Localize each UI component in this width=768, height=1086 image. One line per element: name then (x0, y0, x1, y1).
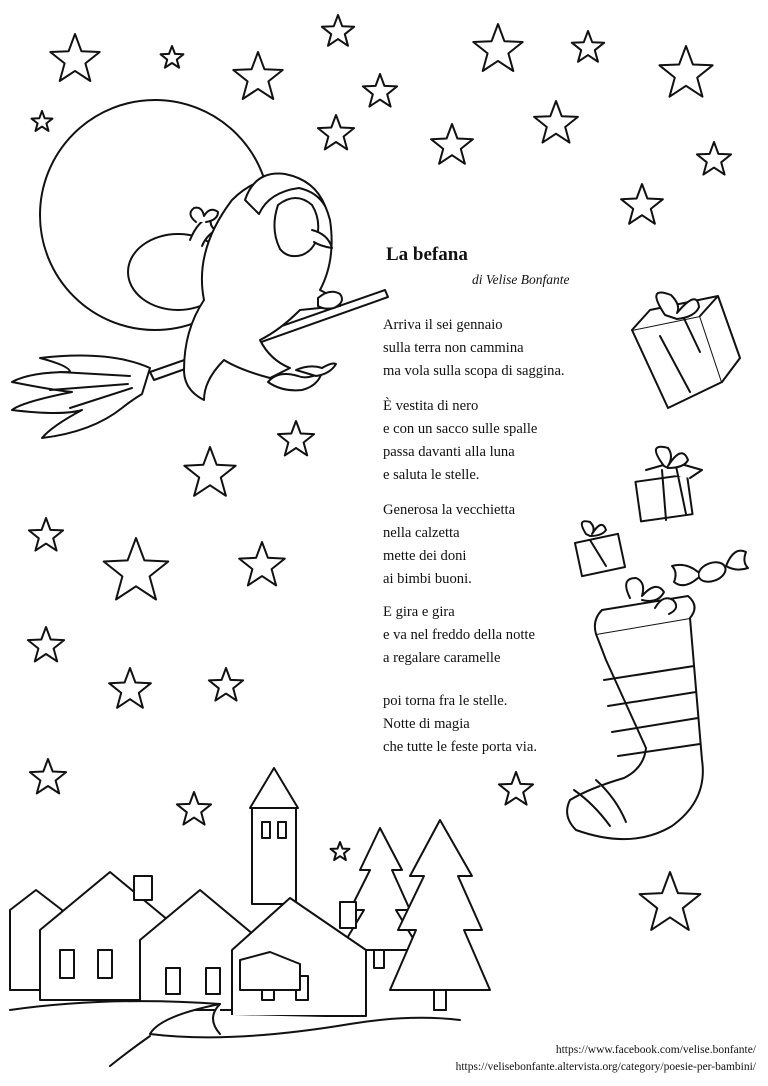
star-icon (184, 447, 235, 496)
star-icon (499, 772, 533, 805)
star-icon (30, 759, 66, 793)
star-icon (697, 142, 731, 175)
star-icon (29, 518, 63, 551)
star-icon (209, 668, 243, 701)
star-icon (621, 184, 663, 224)
bell-tower-icon (250, 768, 298, 904)
poem-author: di Velise Bonfante (472, 272, 570, 287)
poem-line: e va nel freddo della notte (383, 627, 535, 643)
poem-stanza (383, 395, 537, 487)
poem-line: Generosa la vecchietta (383, 502, 516, 518)
poem-line: È vestita di nero (383, 398, 479, 414)
star-icon (640, 872, 701, 930)
star-icon (177, 792, 211, 825)
christmas-stocking-icon (567, 578, 703, 839)
star-icon (233, 52, 282, 99)
gift-box-icon (635, 447, 702, 522)
poem-stanza (383, 499, 515, 591)
star-icon (109, 668, 151, 708)
poem-line: mette dei doni (383, 548, 467, 564)
star-icon (28, 627, 64, 661)
poem-line: poi torna fra le stelle. (383, 693, 508, 709)
poem-line: a regalare caramelle (383, 650, 501, 666)
facebook-link[interactable]: https://www.facebook.com/velise.bonfante/ (555, 1044, 756, 1056)
poem-line: passa davanti alla luna (383, 444, 515, 460)
website-link[interactable]: https://velisebonfante.altervista.org/category/poesie-per-bambini/ (455, 1061, 756, 1073)
poem-line: nella calzetta (383, 525, 460, 541)
star-icon (50, 34, 99, 81)
star-icon (331, 842, 350, 860)
poem-line: E gira e gira (383, 604, 455, 620)
star-icon (32, 111, 53, 131)
poem-line: ma vola sulla scopa di saggina. (383, 363, 565, 379)
poem-line: Arriva il sei gennaio (383, 317, 503, 333)
star-icon (322, 15, 354, 46)
poem-stanza (383, 314, 565, 383)
poem-line: Notte di magia (383, 716, 470, 732)
fir-tree-icon (390, 820, 490, 1010)
village-houses-icon (10, 768, 490, 1066)
star-icon (104, 538, 169, 600)
poem-line: che tutte le feste porta via. (383, 739, 537, 755)
poem-stanza (383, 690, 537, 759)
poem-stanza (383, 601, 535, 670)
poem-line: e con un sacco sulle spalle (383, 421, 538, 437)
poem-line: sulla terra non cammina (383, 340, 524, 356)
star-icon (473, 24, 522, 71)
candy-icon (672, 551, 748, 586)
star-icon (572, 31, 604, 62)
star-icon (363, 74, 397, 107)
poem-line: ai bimbi buoni. (383, 571, 472, 587)
star-icon (278, 421, 314, 455)
star-icon (534, 101, 578, 143)
star-icon (431, 124, 473, 164)
star-icon (318, 115, 354, 149)
gift-box-icon (575, 521, 625, 576)
poem-line: e saluta le stelle. (383, 467, 480, 483)
gift-box-icon (632, 293, 740, 409)
star-icon (659, 46, 712, 97)
star-icon (161, 46, 184, 68)
star-icon (239, 542, 285, 585)
poem-title: La befana (386, 244, 468, 265)
